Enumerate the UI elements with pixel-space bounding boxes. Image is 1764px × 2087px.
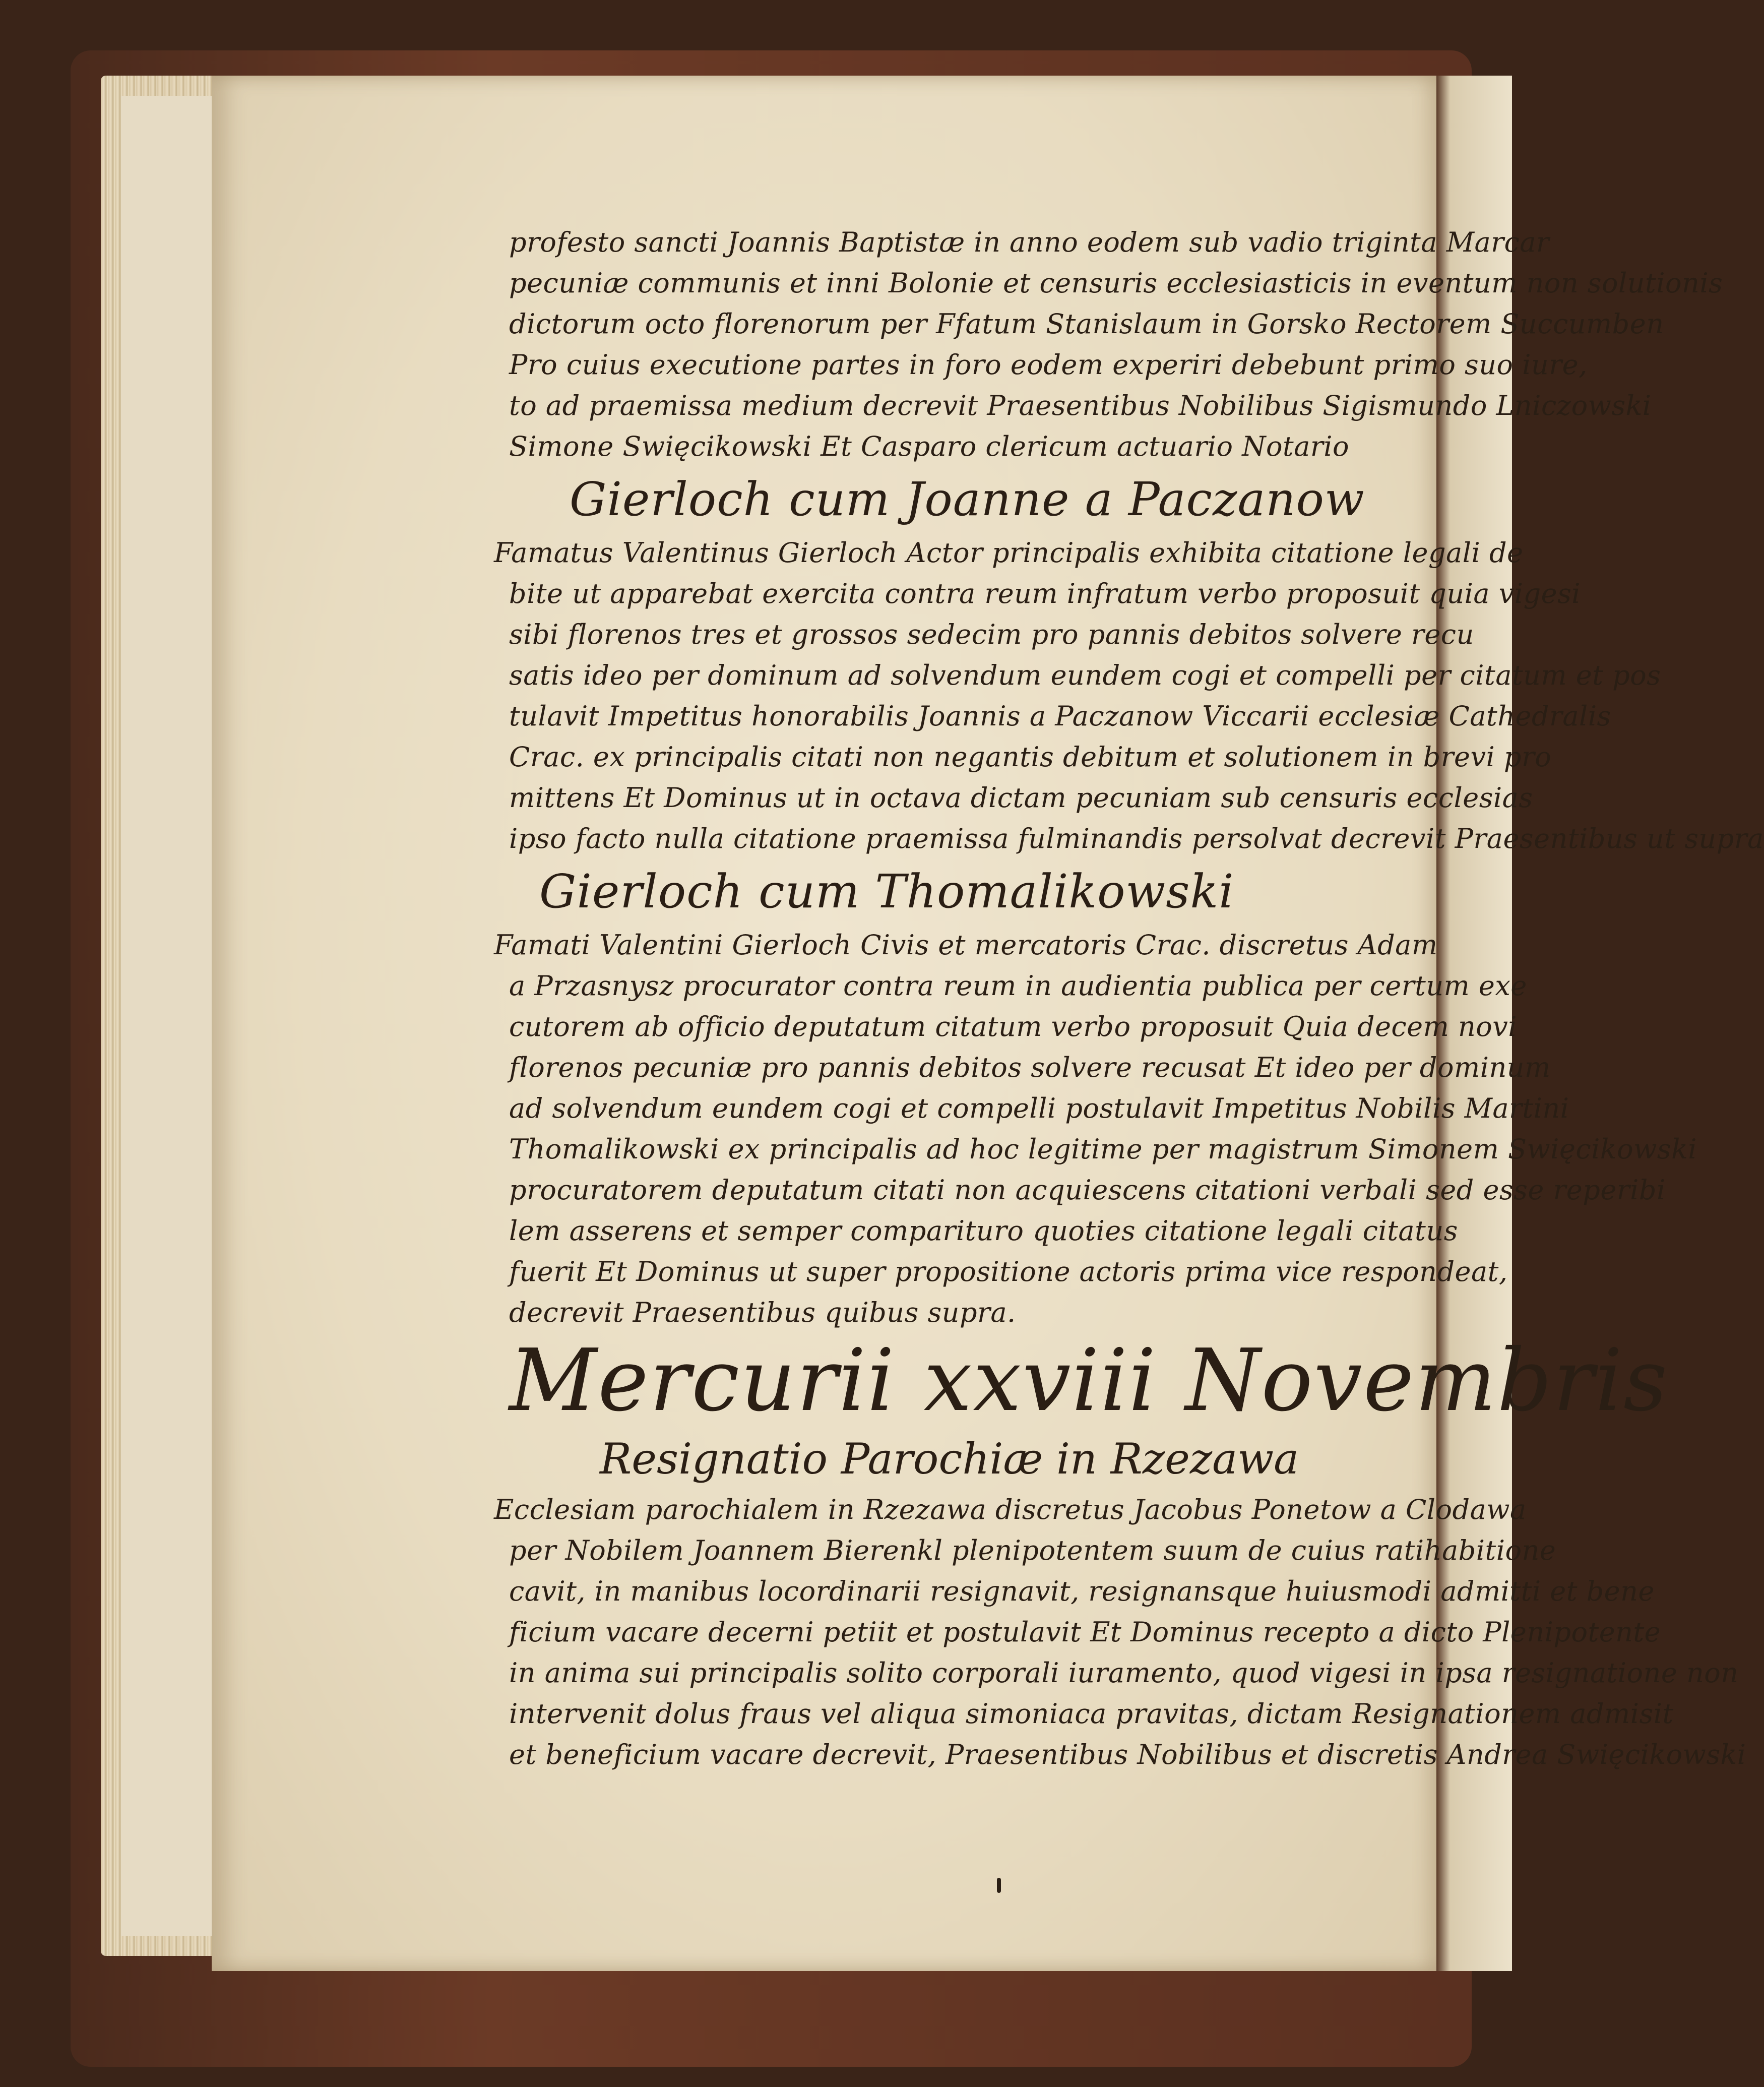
date-heading: Mercurii xxviii Novembris bbox=[509, 1331, 1669, 1431]
text-line: in anima sui principalis solito corporali iuramento, quod vigesi in ipsa resignatione non bbox=[509, 1657, 1739, 1689]
text-line: to ad praemissa medium decrevit Praesentibus Nobilibus Sigismundo Lniczowski bbox=[509, 390, 1652, 421]
section-heading: Gierloch cum Thomalikowski bbox=[539, 865, 1234, 918]
text-line: cavit, in manibus locordinarii resignavit, resignansque huiusmodi admitti et bene bbox=[509, 1575, 1655, 1607]
text-line: intervenit dolus fraus vel aliqua simoniaca pravitas, dictam Resignationem admisit bbox=[509, 1698, 1674, 1730]
text-line: ficium vacare decerni petiit et postulavit Et Dominus recepto a dicto Plenipotente bbox=[509, 1616, 1661, 1648]
ink-mark bbox=[997, 1878, 1001, 1893]
text-line: bite ut apparebat exercita contra reum infratum verbo proposuit quia vigesi bbox=[509, 578, 1581, 609]
text-line: mittens Et Dominus ut in octava dictam pecuniam sub censuris ecclesias bbox=[509, 782, 1533, 814]
manuscript-text bbox=[287, 222, 1764, 1775]
text-line: dictorum octo florenorum per Ffatum Stanislaum in Gorsko Rectorem Succumben bbox=[509, 308, 1664, 340]
text-line: Thomalikowski ex principalis ad hoc legitime per magistrum Simonem Swięcikowski bbox=[509, 1133, 1697, 1165]
text-line: satis ideo per dominum ad solvendum eundem cogi et compelli per citatum et pos bbox=[509, 659, 1661, 691]
text-line: a Przasnysz procurator contra reum in audientia publica per certum exe bbox=[509, 970, 1527, 1002]
text-line: profesto sancti Joannis Baptistæ in anno eodem sub vadio triginta Marcar bbox=[509, 226, 1550, 258]
section-heading: Gierloch cum Joanne a Paczanow bbox=[570, 472, 1365, 526]
left-leaf bbox=[121, 96, 212, 1936]
text-line: Pro cuius executione partes in foro eodem experiri debebunt primo suo iure, bbox=[509, 349, 1588, 381]
text-line: sibi florenos tres et grossos sedecim pro pannis debitos solvere recu bbox=[509, 619, 1474, 650]
text-line: florenos pecuniæ pro pannis debitos solvere recusat Et ideo per dominum bbox=[509, 1052, 1551, 1083]
text-line: per Nobilem Joannem Bierenkl plenipotentem suum de cuius ratihabitione bbox=[509, 1534, 1556, 1566]
text-line: cutorem ab officio deputatum citatum verbo proposuit Quia decem novi bbox=[509, 1011, 1518, 1042]
text-line: Famati Valentini Gierloch Civis et mercatoris Crac. discretus Adam bbox=[494, 929, 1438, 961]
text-line: tulavit Impetitus honorabilis Joannis a Paczanow Viccarii ecclesiæ Cathedralis bbox=[509, 700, 1611, 732]
text-line: pecuniæ communis et inni Bolonie et censuris ecclesiasticis in eventum non solutionis bbox=[509, 267, 1723, 299]
section-subheading: Resignatio Parochiæ in Rzezawa bbox=[600, 1434, 1299, 1484]
text-line: Simone Swięcikowski Et Casparo clericum actuario Notario bbox=[509, 431, 1349, 462]
text-line: lem asserens et semper comparituro quoties citatione legali citatus bbox=[509, 1215, 1458, 1247]
text-line: et beneficium vacare decrevit, Praesentibus Nobilibus et discretis Andrea Swięcikowski bbox=[509, 1739, 1746, 1770]
text-line: fuerit Et Dominus ut super propositione actoris prima vice respondeat, bbox=[509, 1256, 1508, 1287]
text-line: Famatus Valentinus Gierloch Actor principalis exhibita citatione legali de bbox=[494, 537, 1524, 569]
text-line: ipso facto nulla citatione praemissa fulminandis persolvat decrevit Praesentibus ut supra bbox=[509, 823, 1764, 854]
text-line: decrevit Praesentibus quibus supra. bbox=[509, 1297, 1016, 1328]
text-line: procuratorem deputatum citati non acquiescens citationi verbali sed esse reperibi bbox=[509, 1174, 1666, 1206]
text-line: Ecclesiam parochialem in Rzezawa discretus Jacobus Ponetow a Clodawa bbox=[494, 1494, 1527, 1525]
text-line: ad solvendum eundem cogi et compelli postulavit Impetitus Nobilis Martini bbox=[509, 1092, 1569, 1124]
text-line: Crac. ex principalis citati non negantis debitum et solutionem in brevi pro bbox=[509, 741, 1552, 773]
